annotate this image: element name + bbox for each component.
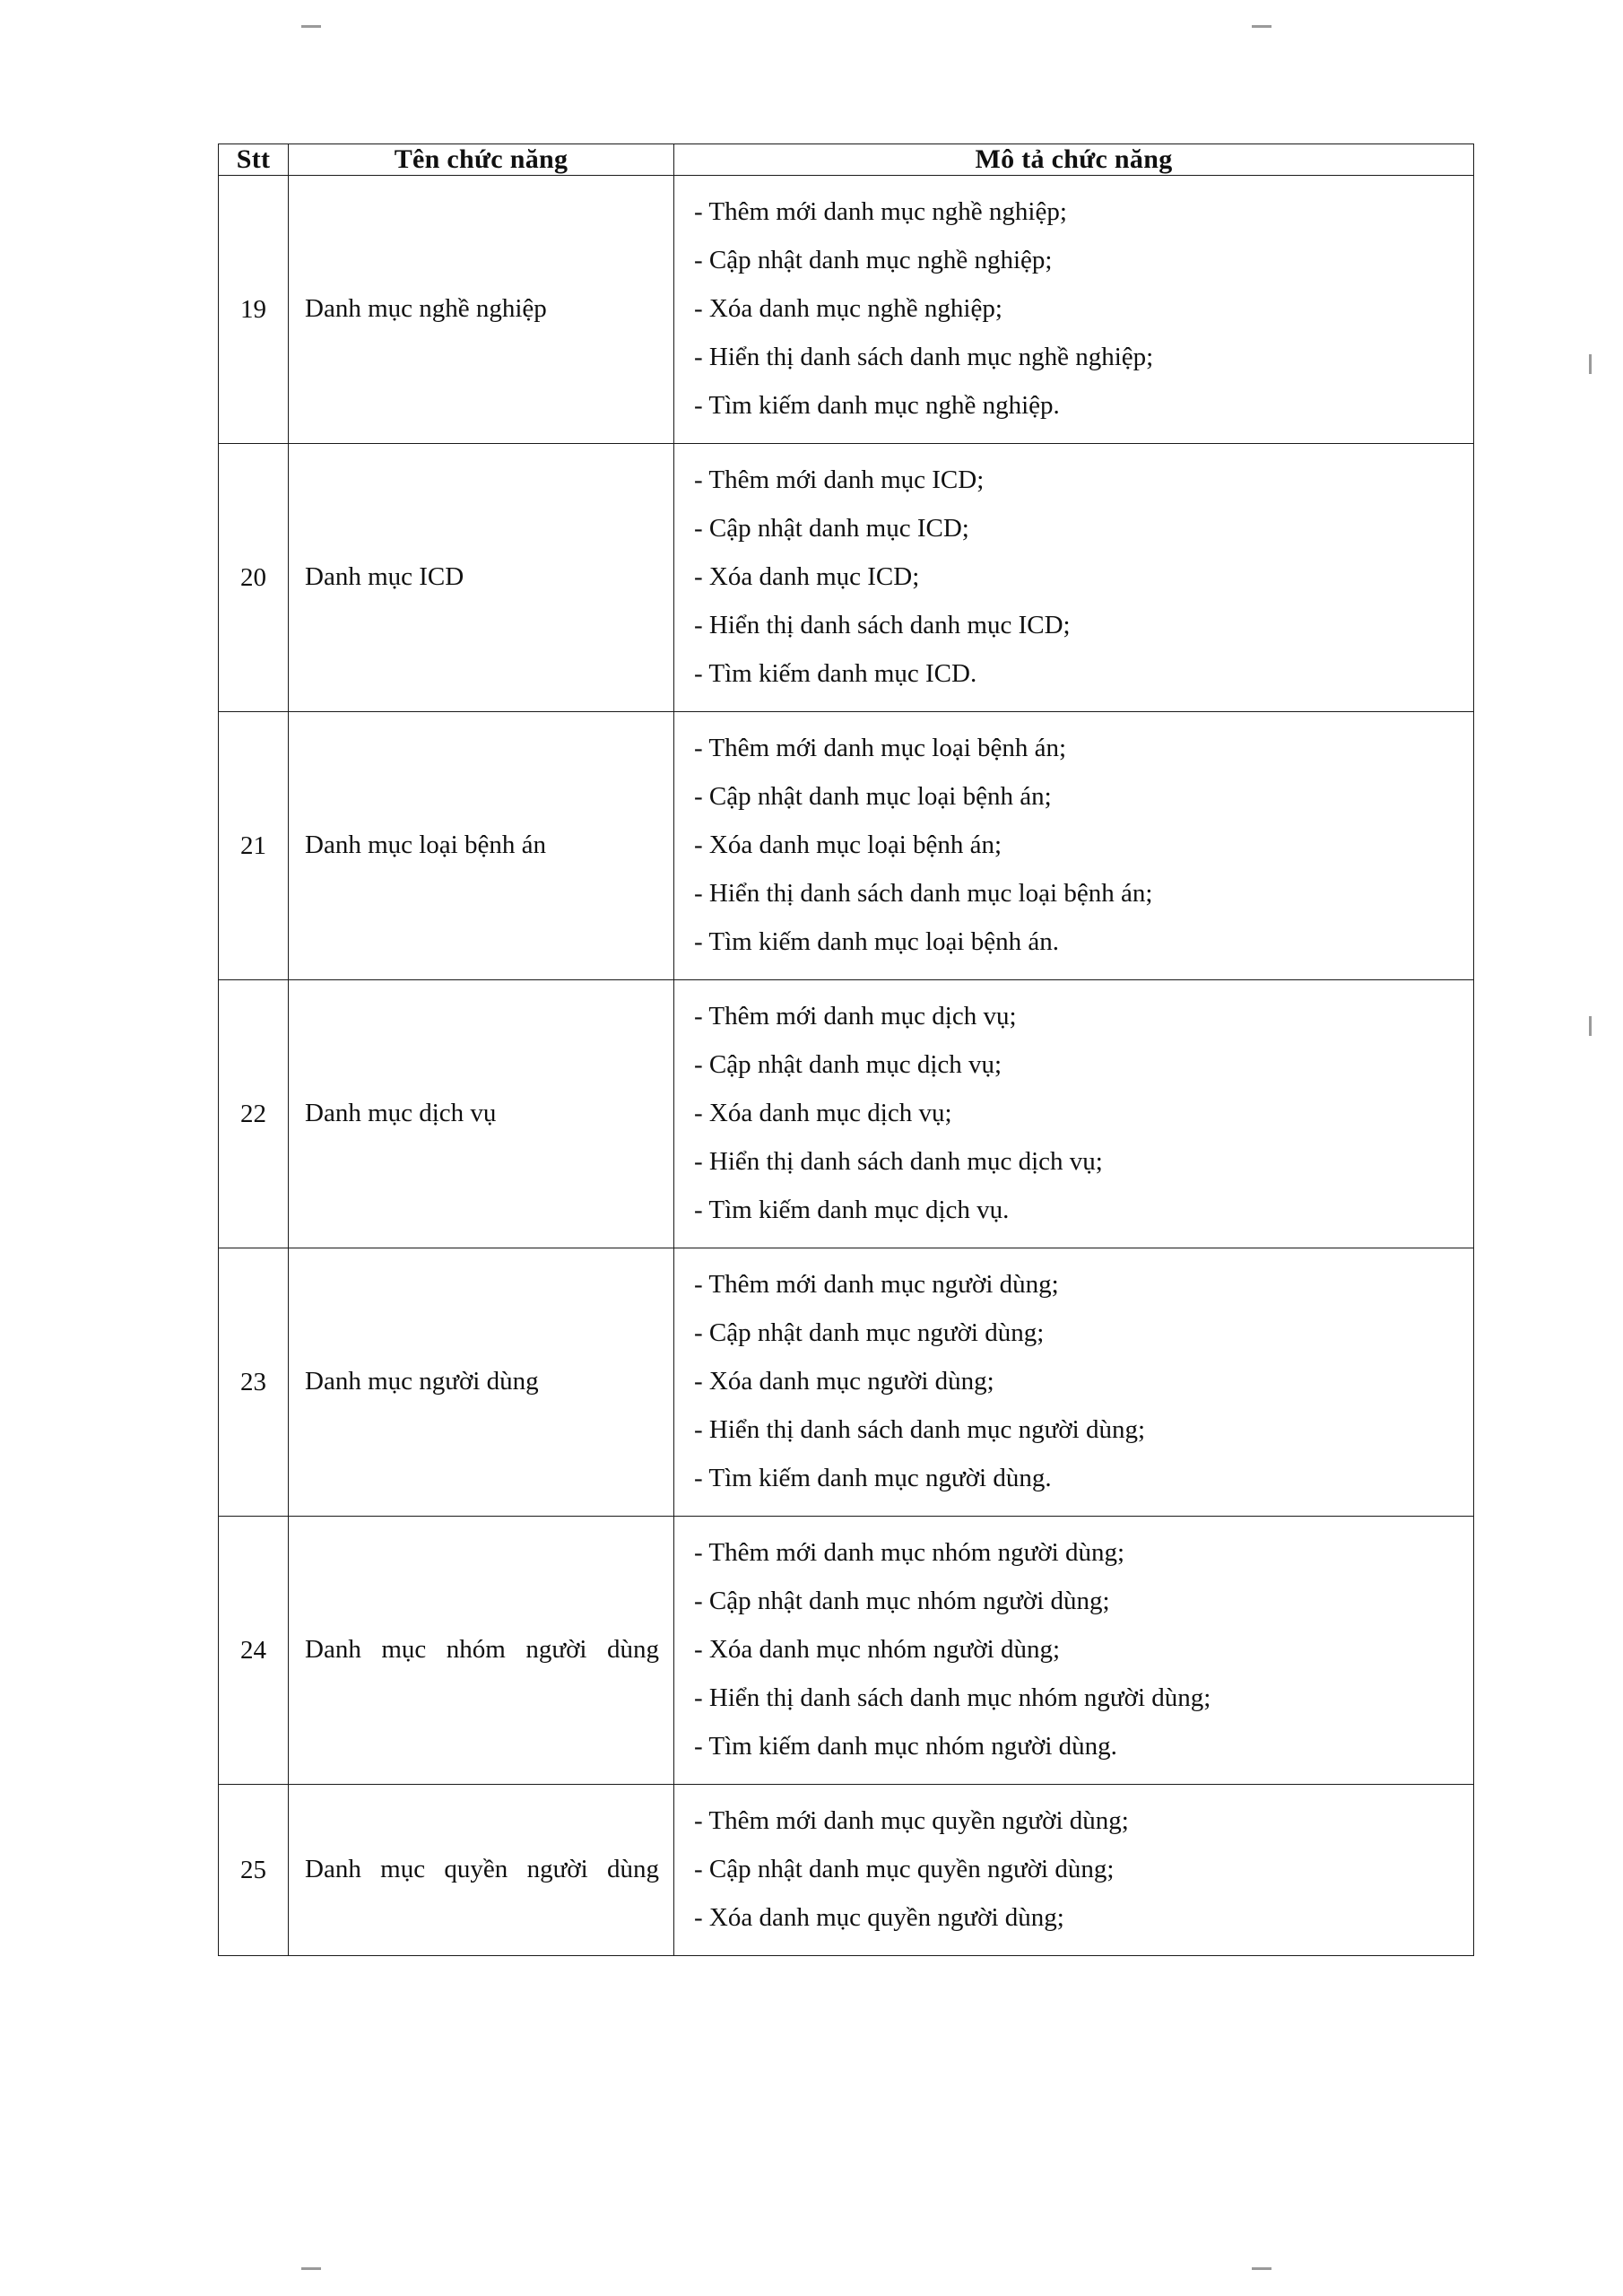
cell-stt: 21 <box>219 712 289 980</box>
cell-function-description <box>674 176 1474 444</box>
description-item: - Xóa danh mục người dùng; <box>694 1367 994 1396</box>
description-item: - Thêm mới danh mục ICD; <box>694 465 985 494</box>
description-item: - Tìm kiếm danh mục dịch vụ. <box>694 1196 1010 1224</box>
description-item: - Xóa danh mục quyền người dùng; <box>694 1903 1064 1932</box>
description-item: - Thêm mới danh mục nghề nghiệp; <box>694 197 1067 226</box>
description-item: - Cập nhật danh mục nghề nghiệp; <box>694 246 1053 274</box>
table-row <box>219 1517 1474 1785</box>
table-header-row <box>219 144 1474 176</box>
table-row <box>219 176 1474 444</box>
cell-function-name: Danh mục ICD <box>289 444 674 712</box>
functions-table <box>218 144 1474 1956</box>
cell-function-name: Danh mục người dùng <box>289 1248 674 1517</box>
description-item: - Cập nhật danh mục loại bệnh án; <box>694 782 1052 811</box>
cell-function-description <box>674 1517 1474 1785</box>
description-item: - Xóa danh mục dịch vụ; <box>694 1099 952 1127</box>
description-item: - Tìm kiếm danh mục nghề nghiệp. <box>694 391 1060 420</box>
cell-stt: 23 <box>219 1248 289 1517</box>
column-header-function-name: Tên chức năng <box>289 144 674 176</box>
table-row <box>219 1785 1474 1956</box>
table-row <box>219 444 1474 712</box>
description-item: - Hiển thị danh sách danh mục dịch vụ; <box>694 1147 1103 1176</box>
cell-function-name: Danh mục quyền người dùng <box>289 1785 674 1956</box>
cell-function-description <box>674 1785 1474 1956</box>
description-item: - Hiển thị danh sách danh mục ICD; <box>694 611 1071 639</box>
description-item: - Cập nhật danh mục dịch vụ; <box>694 1050 1002 1079</box>
cell-function-name: Danh mục nghề nghiệp <box>289 176 674 444</box>
table-row <box>219 1248 1474 1517</box>
description-item: - Hiển thị danh sách danh mục nhóm người dùng; <box>694 1683 1211 1712</box>
cell-function-description <box>674 980 1474 1248</box>
description-item: - Cập nhật danh mục người dùng; <box>694 1318 1045 1347</box>
description-item: - Cập nhật danh mục ICD; <box>694 514 969 543</box>
description-item: - Thêm mới danh mục loại bệnh án; <box>694 734 1067 762</box>
cell-stt: 24 <box>219 1517 289 1785</box>
cell-stt: 25 <box>219 1785 289 1956</box>
cell-stt: 22 <box>219 980 289 1248</box>
description-item: - Thêm mới danh mục quyền người dùng; <box>694 1806 1129 1835</box>
column-header-stt: Stt <box>219 144 289 176</box>
description-item: - Hiển thị danh sách danh mục người dùng; <box>694 1415 1146 1444</box>
cell-function-name: Danh mục nhóm người dùng <box>289 1517 674 1785</box>
description-item: - Thêm mới danh mục dịch vụ; <box>694 1002 1017 1031</box>
cell-stt: 19 <box>219 176 289 444</box>
description-item: - Hiển thị danh sách danh mục loại bệnh án; <box>694 879 1153 908</box>
description-item: - Tìm kiếm danh mục ICD. <box>694 659 977 688</box>
cell-function-name: Danh mục dịch vụ <box>289 980 674 1248</box>
cell-function-description <box>674 1248 1474 1517</box>
description-item: - Xóa danh mục nhóm người dùng; <box>694 1635 1060 1664</box>
description-item: - Tìm kiếm danh mục nhóm người dùng. <box>694 1732 1117 1761</box>
cell-stt: 20 <box>219 444 289 712</box>
column-header-function-description: Mô tả chức năng <box>674 144 1474 176</box>
description-item: - Thêm mới danh mục nhóm người dùng; <box>694 1538 1125 1567</box>
description-item: - Xóa danh mục ICD; <box>694 562 920 591</box>
cell-function-description <box>674 444 1474 712</box>
description-item: - Xóa danh mục loại bệnh án; <box>694 831 1002 859</box>
description-item: - Cập nhật danh mục quyền người dùng; <box>694 1855 1115 1883</box>
description-item: - Cập nhật danh mục nhóm người dùng; <box>694 1587 1110 1615</box>
cell-function-name: Danh mục loại bệnh án <box>289 712 674 980</box>
description-item: - Hiển thị danh sách danh mục nghề nghiệp; <box>694 343 1154 371</box>
cell-function-description <box>674 712 1474 980</box>
description-item: - Tìm kiếm danh mục loại bệnh án. <box>694 927 1059 956</box>
table-row <box>219 712 1474 980</box>
description-item: - Thêm mới danh mục người dùng; <box>694 1270 1059 1299</box>
description-item: - Xóa danh mục nghề nghiệp; <box>694 294 1002 323</box>
table-row <box>219 980 1474 1248</box>
description-item: - Tìm kiếm danh mục người dùng. <box>694 1464 1052 1492</box>
